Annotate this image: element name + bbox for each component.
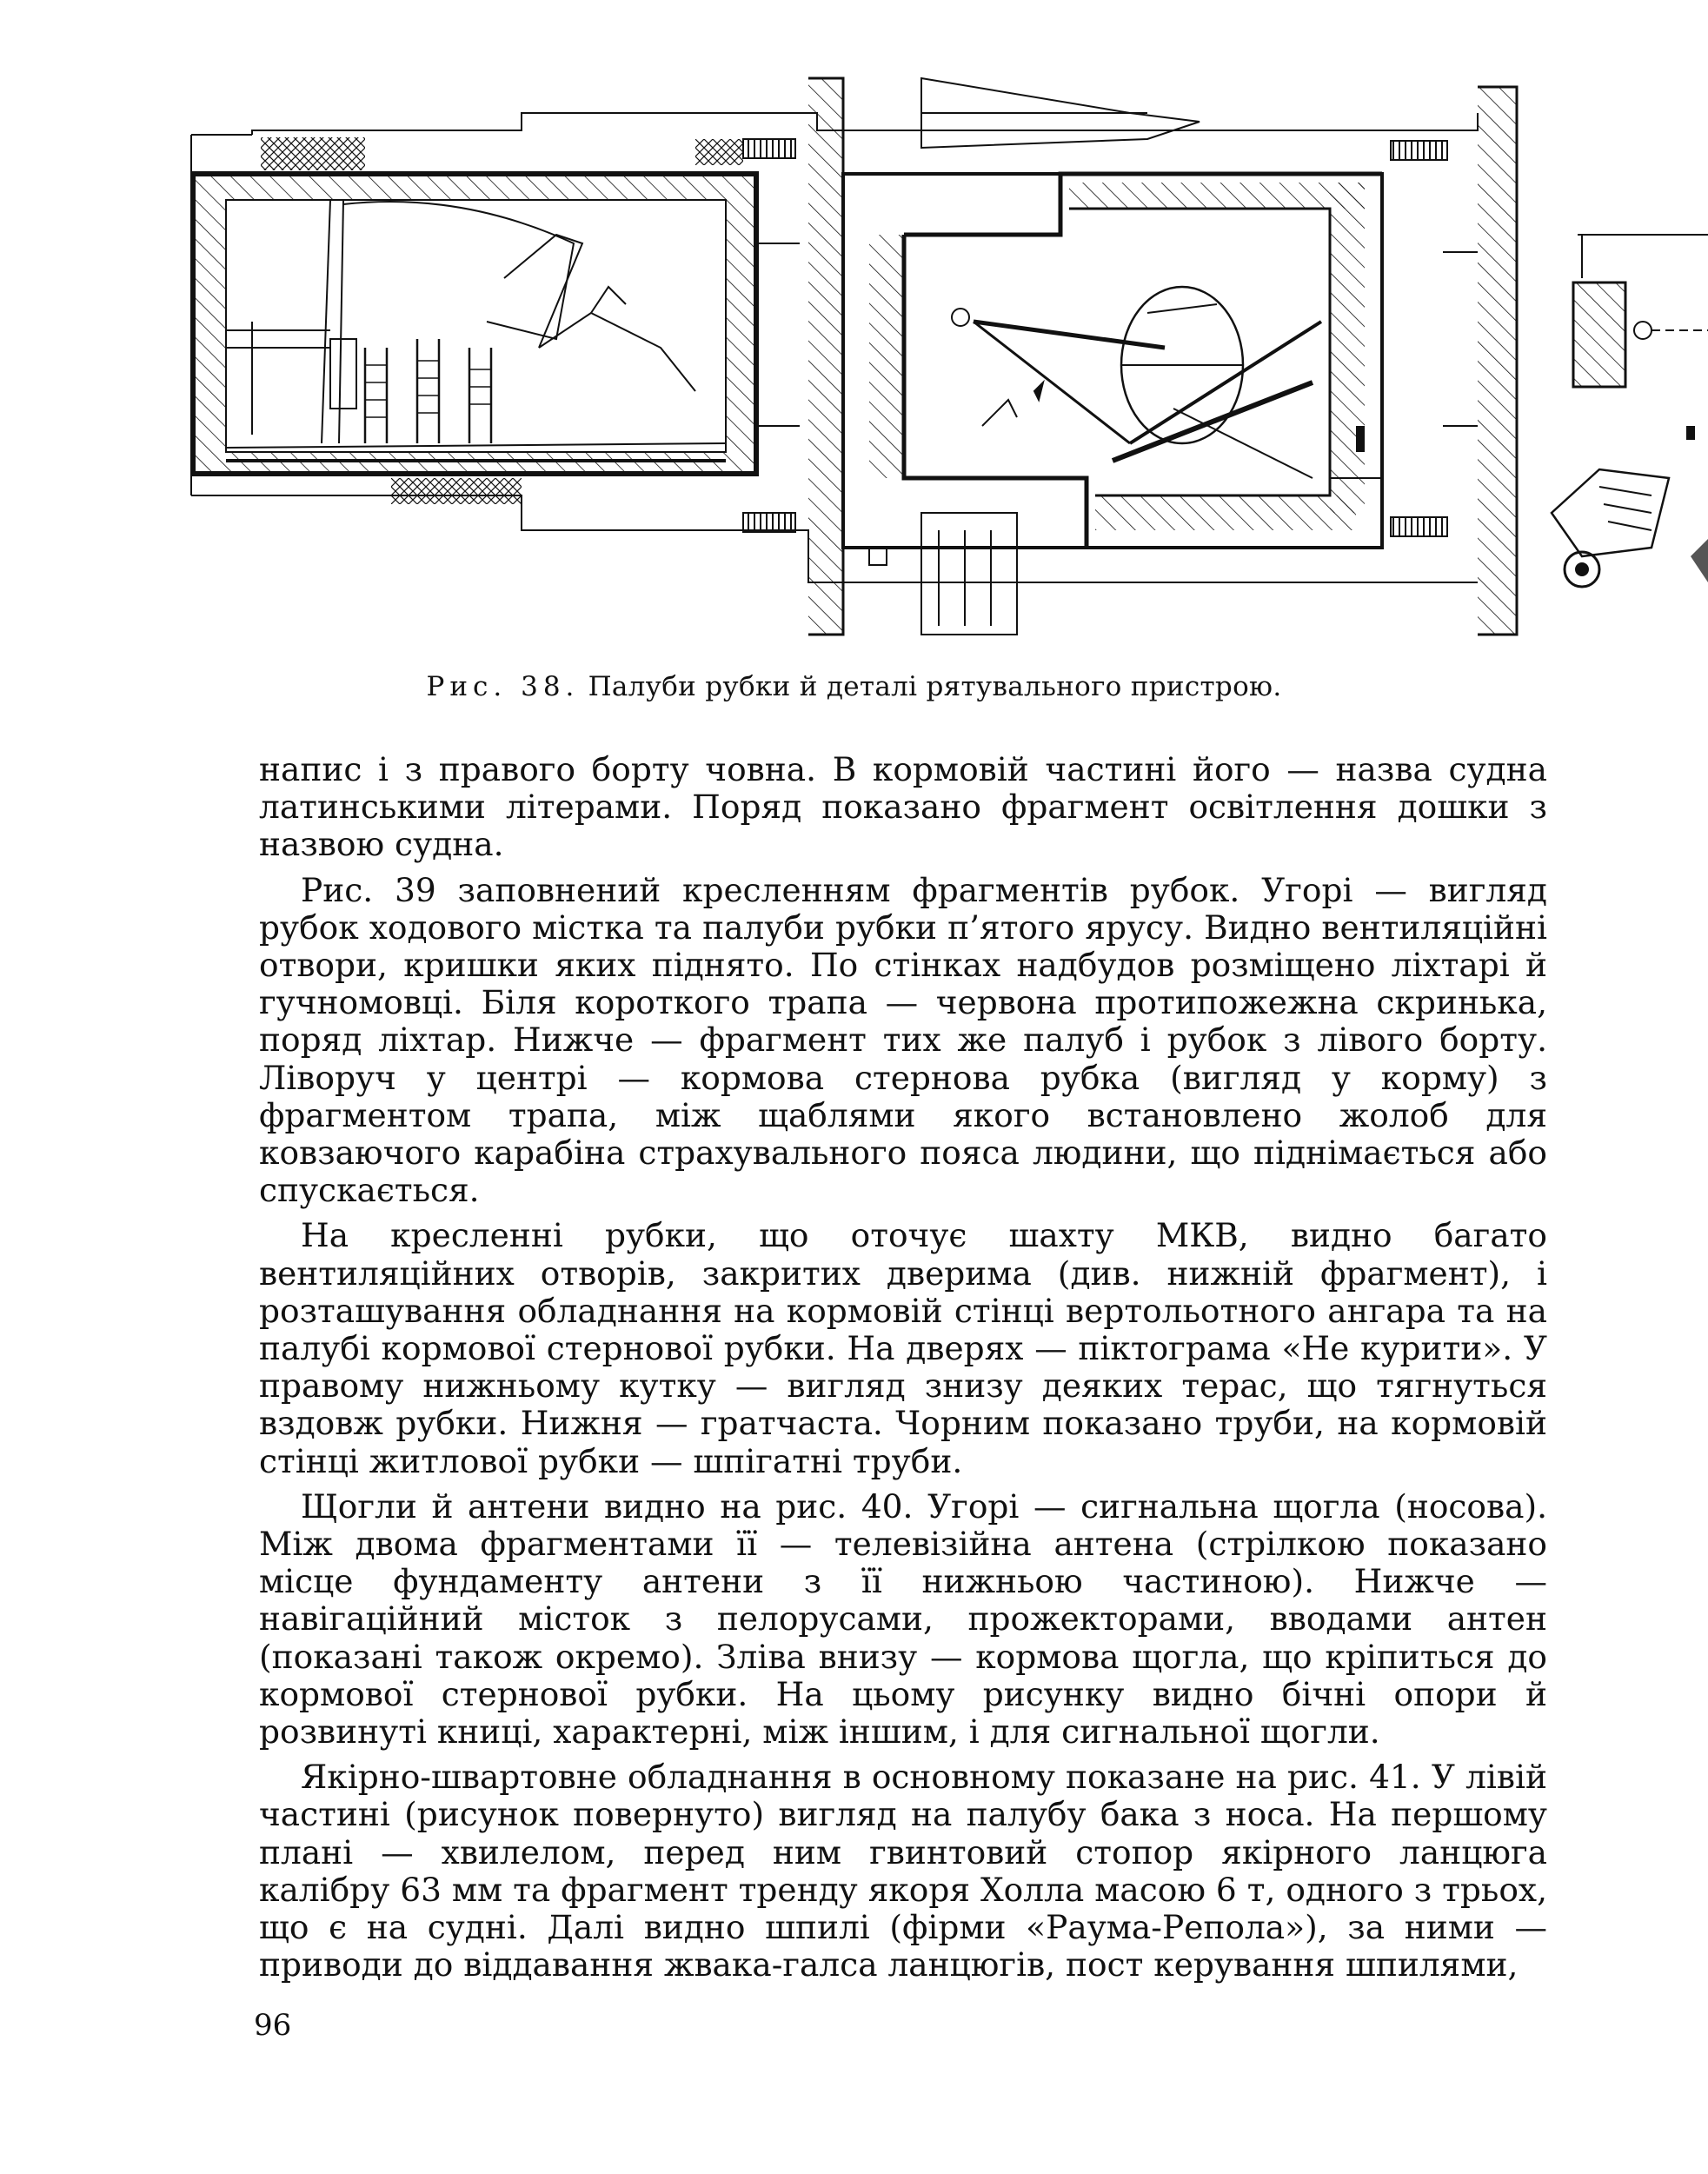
figure-caption-label: Рис. 38. [426, 671, 580, 702]
figure-38-deck-drawing [174, 61, 1708, 643]
paragraph-3: На кресленні рубки, що оточує шахту МКВ, видно багато вентиляційних отворів, закритих дверима (див. нижній фрагмент), і розташування обладнання на кормовій стінці вертольотного ангара та на палубі кормової стернової рубки. На дверях — піктограма «Не курити». У правому нижньому кутку — вигляд знизу деяких терас, що тягнуться вздовж рубки. Нижня — гратчаста. Чорним показано труби, на кормовій стінці житлової рубки — шпігатні труби. [259, 1216, 1547, 1480]
paragraph-1: напис і з правого борту човна. В кормовій частині його — назва судна латинськими літерами. Поряд показано фрагмент освітлення дошки з назвою судна. [259, 750, 1547, 864]
figure-caption-text: Палуби рубки й деталі рятувального пристрою. [588, 671, 1282, 702]
page-number: 96 [254, 2008, 292, 2043]
paragraph-2: Рис. 39 заповнений кресленням фрагментів рубок. Угорі — вигляд рубок ходового містка та палуби рубки п’ятого ярусу. Видно вентиляційні отвори, кришки яких піднято. По стінках надбудов розміщено ліхтарі й гучномовці. Біля короткого трапа — червона протипожежна скринька, поряд ліхтар. Нижче — фрагмент тих же палуб і рубок з лівого борту. Ліворуч у центрі — кормова стернова рубка (вигляд у корму) з фрагментом трапа, між щаблями якого встановлено жолоб для ковзаючого карабіна страхувального пояса людини, що піднімається або спускається. [259, 870, 1547, 1210]
figure-caption [0, 671, 1708, 702]
body-text [259, 751, 1547, 1992]
paragraph-5: Якірно-швартовне обладнання в основному показане на рис. 41. У лівій частині (рисунок повернуто) вигляд на палубу бака з носа. На першому плані — хвилелом, перед ним гвинтовий стопор якірного ланцюга калібру 63 мм та фрагмент тренду якоря Холла масою 6 т, одного з трьох, що є на судні. Далі видно шпилі (фірми «Раума-Репола»), за ними — приводи до віддавання жвака-галса ланцюгів, пост керування шпилями, [259, 1758, 1547, 1985]
paragraph-4: Щогли й антени видно на рис. 40. Угорі — сигнальна щогла (носова). Між двома фрагментами її — телевізійна антена (стрілкою показано місце фундаменту антени з її нижньою частиною). Нижче — навігаційний місток з пелорусами, прожекторами, вводами антен (показані також окремо). Зліва внизу — кормова щогла, що кріпиться до кормової стернової рубки. На цьому рисунку видно бічні опори й розвинуті книці, характерні, між іншим, і для сигнальної щогли. [259, 1486, 1547, 1752]
